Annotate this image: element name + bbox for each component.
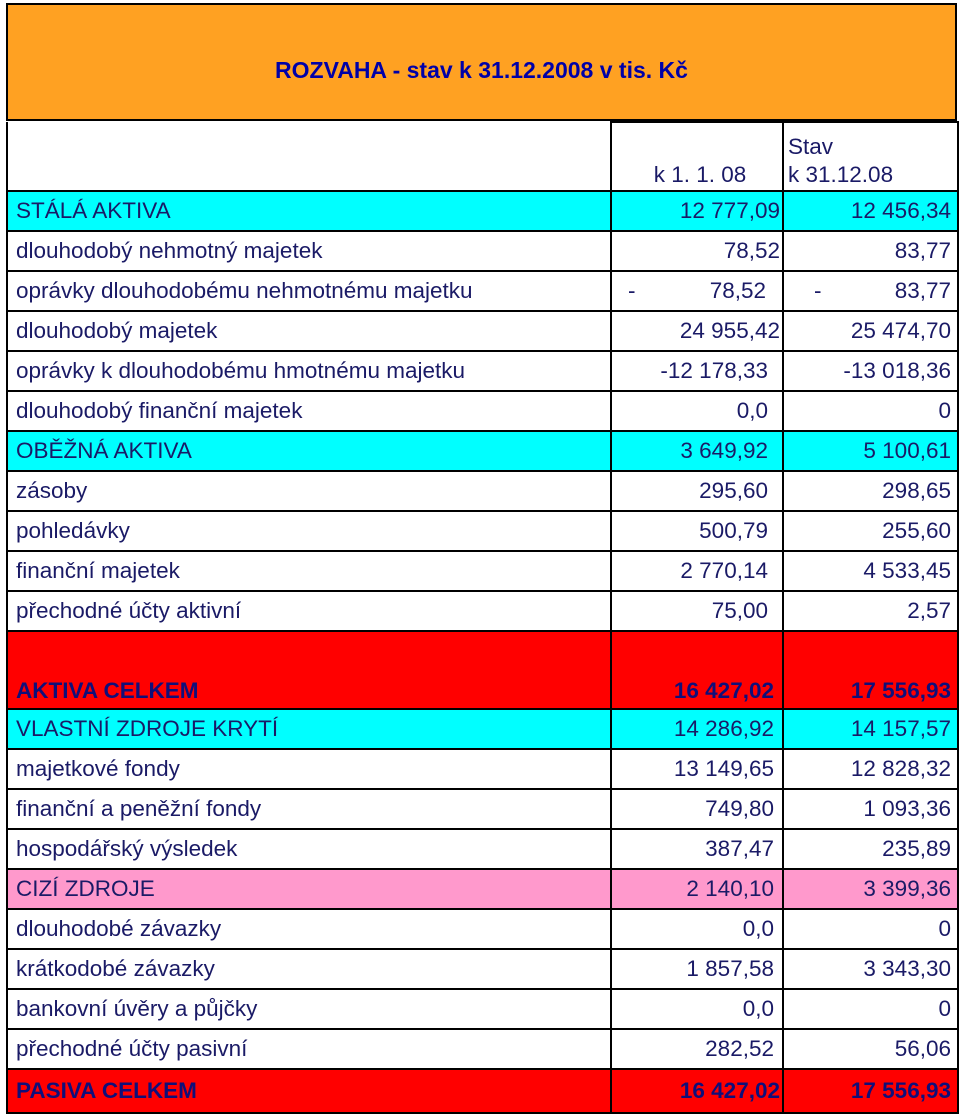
- row-value-start: 12 777,09: [611, 191, 783, 231]
- row-value-start: 295,60: [611, 471, 783, 511]
- table-row: [7, 351, 958, 391]
- row-label: dlouhodobý nehmotný majetek: [7, 231, 611, 271]
- row-value-start: -12 178,33: [611, 351, 783, 391]
- table-row: [7, 271, 958, 311]
- table-row: [7, 789, 958, 829]
- sheet-title: ROZVAHA - stav k 31.12.2008 v tis. Kč: [275, 57, 688, 83]
- row-label: finanční majetek: [7, 551, 611, 591]
- table-row: [7, 311, 958, 351]
- row-label: STÁLÁ AKTIVA: [7, 191, 611, 231]
- row-value-end: 255,60: [783, 511, 958, 551]
- row-value-end: 298,65: [783, 471, 958, 511]
- row-label: oprávky k dlouhodobému hmotnému majetku: [7, 351, 611, 391]
- row-label: zásoby: [7, 471, 611, 511]
- header-start-date: k 1. 1. 08: [611, 122, 783, 191]
- table-row: [7, 551, 958, 591]
- balance-sheet: [6, 3, 957, 1114]
- row-value-end: 235,89: [783, 829, 958, 869]
- row-label: bankovní úvěry a půjčky: [7, 989, 611, 1029]
- row-value-start: 13 149,65: [611, 749, 783, 789]
- table-row: [7, 471, 958, 511]
- row-value-start: 14 286,92: [611, 709, 783, 749]
- table-row: [7, 909, 958, 949]
- header-state-label: Stav: [788, 134, 834, 160]
- row-label: pohledávky: [7, 511, 611, 551]
- row-value-end: 83,77: [783, 231, 958, 271]
- row-value-start: 2 770,14: [611, 551, 783, 591]
- title-banner: [6, 3, 957, 121]
- table-row: [7, 391, 958, 431]
- row-label: přechodné účty pasivní: [7, 1029, 611, 1069]
- row-label: OBĚŽNÁ AKTIVA: [7, 431, 611, 471]
- row-value-end: 5 100,61: [783, 431, 958, 471]
- row-value-end: 2,57: [783, 591, 958, 631]
- row-value-end: 12 456,34: [783, 191, 958, 231]
- row-value-start: 75,00: [611, 591, 783, 631]
- row-label: CIZÍ ZDROJE: [7, 869, 611, 909]
- row-value-start: 0,0: [611, 391, 783, 431]
- table-row-total-liabilities: [7, 1069, 958, 1113]
- row-value-end: 17 556,93: [783, 1069, 958, 1113]
- row-label: hospodářský výsledek: [7, 829, 611, 869]
- header-row: [7, 122, 958, 191]
- header-end-date-label: k 31.12.08: [788, 161, 894, 187]
- row-value-start: 78,52: [611, 231, 783, 271]
- row-label: dlouhodobý finanční majetek: [7, 391, 611, 431]
- row-value-end: -13 018,36: [783, 351, 958, 391]
- row-value-end: 56,06: [783, 1029, 958, 1069]
- row-value-end: 0: [783, 909, 958, 949]
- row-value-end: 0: [783, 391, 958, 431]
- row-value-end: 25 474,70: [783, 311, 958, 351]
- minus-sign: -: [814, 278, 822, 303]
- row-value-start: 0,0: [611, 909, 783, 949]
- row-label: PASIVA CELKEM: [7, 1069, 611, 1113]
- row-value-start: 282,52: [611, 1029, 783, 1069]
- table-row: [7, 231, 958, 271]
- row-label: dlouhodobý majetek: [7, 311, 611, 351]
- row-value-start: - 78,52: [611, 271, 783, 311]
- row-label: krátkodobé závazky: [7, 949, 611, 989]
- header-label-cell: [7, 122, 611, 191]
- balance-table: [6, 121, 959, 1114]
- row-label: VLASTNÍ ZDROJE KRYTÍ: [7, 709, 611, 749]
- table-row: [7, 829, 958, 869]
- header-end-date: [783, 122, 958, 191]
- row-value-end: 4 533,45: [783, 551, 958, 591]
- table-row: [7, 949, 958, 989]
- row-label: přechodné účty aktivní: [7, 591, 611, 631]
- row-value-end: 12 828,32: [783, 749, 958, 789]
- row-value-start: 16 427,02: [611, 631, 783, 709]
- table-row: [7, 1029, 958, 1069]
- row-value-start: 16 427,02: [611, 1069, 783, 1113]
- table-row-liabilities: [7, 869, 958, 909]
- row-value-end: 3 399,36: [783, 869, 958, 909]
- row-value-start: 1 857,58: [611, 949, 783, 989]
- row-label: oprávky dlouhodobému nehmotnému majetku: [7, 271, 611, 311]
- row-value-start: 387,47: [611, 829, 783, 869]
- table-row: [7, 749, 958, 789]
- table-row-total-assets: [7, 631, 958, 709]
- table-row-fixed-assets: [7, 191, 958, 231]
- row-value-start: 0,0: [611, 989, 783, 1029]
- row-value-start: 24 955,42: [611, 311, 783, 351]
- minus-sign: -: [628, 278, 636, 303]
- row-value-end: - 83,77: [783, 271, 958, 311]
- table-row: [7, 989, 958, 1029]
- row-value-start: 3 649,92: [611, 431, 783, 471]
- row-value-start: 500,79: [611, 511, 783, 551]
- table-row-equity: [7, 709, 958, 749]
- row-label: dlouhodobé závazky: [7, 909, 611, 949]
- table-row-current-assets: [7, 431, 958, 471]
- row-label: AKTIVA CELKEM: [7, 631, 611, 709]
- row-value-end: 17 556,93: [783, 631, 958, 709]
- row-value-end: 0: [783, 989, 958, 1029]
- row-value-end: 1 093,36: [783, 789, 958, 829]
- row-value-end: 3 343,30: [783, 949, 958, 989]
- table-row: [7, 511, 958, 551]
- row-label: majetkové fondy: [7, 749, 611, 789]
- row-value-end: 14 157,57: [783, 709, 958, 749]
- row-value-start: 749,80: [611, 789, 783, 829]
- row-value-start: 2 140,10: [611, 869, 783, 909]
- row-label: finanční a peněžní fondy: [7, 789, 611, 829]
- table-row: [7, 591, 958, 631]
